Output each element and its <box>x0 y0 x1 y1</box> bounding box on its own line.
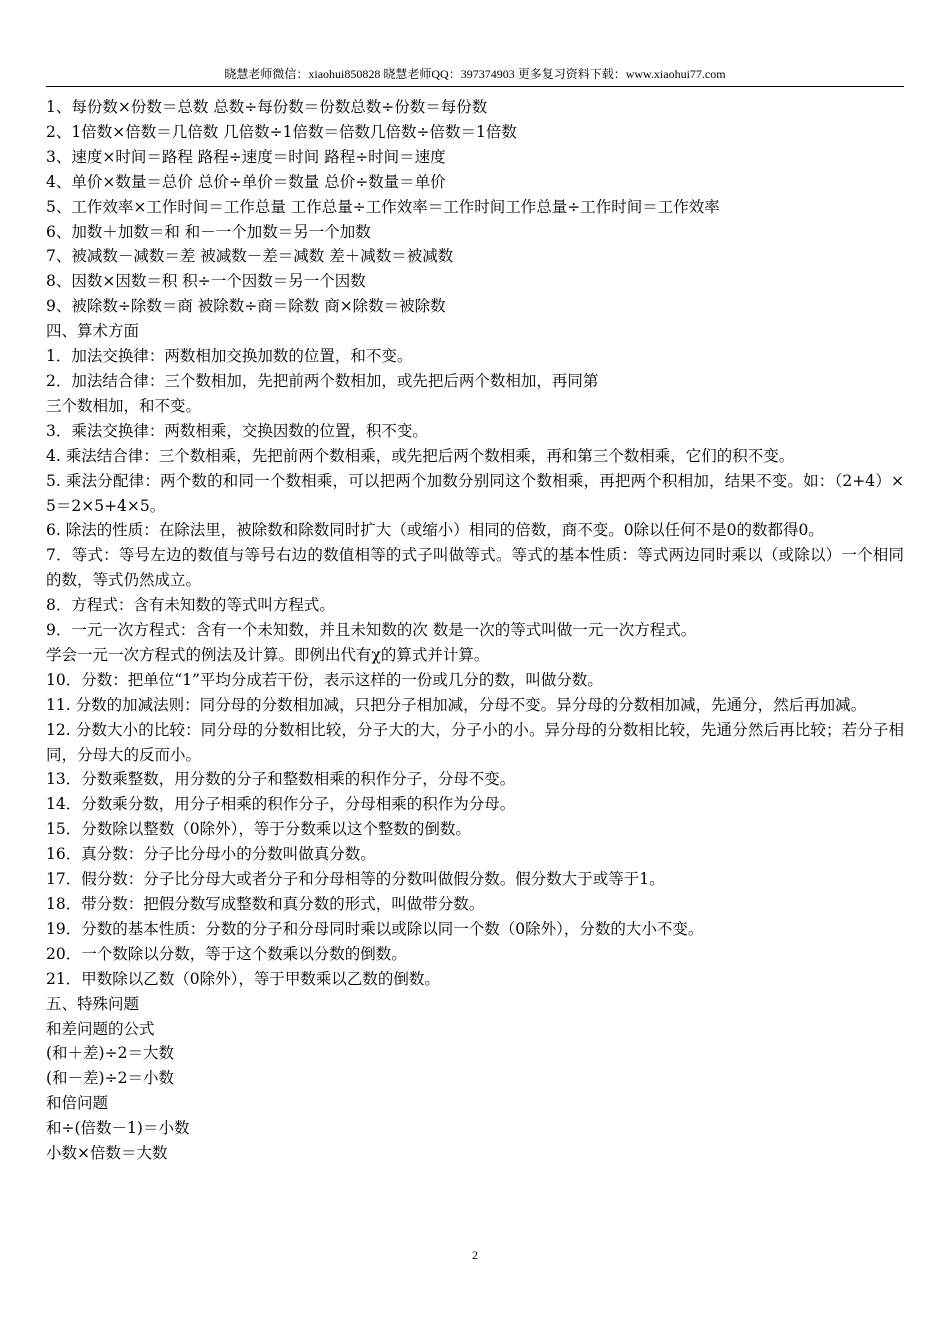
rule-item: 5. 乘法分配律：两个数的和同一个数相乘，可以把两个加数分别同这个数相乘，再把两个积相加，结果不变。如：（2+4）×5＝2×5+4×5。 <box>46 471 904 515</box>
rule-item: 10．分数：把单位“1”平均分成若干份，表示这样的一份或几分的数，叫做分数。 <box>46 670 603 689</box>
formula-line: 和÷(倍数－1)＝小数 <box>46 1119 190 1138</box>
rule-item: 14．分数乘分数，用分子相乘的积作分子，分母相乘的积作为分母。 <box>46 795 516 814</box>
page-number: 2 <box>472 1248 478 1262</box>
formula-line: (和－差)÷2＝小数 <box>46 1069 174 1088</box>
rule-item: 16．真分数：分子比分母小的分数叫做真分数。 <box>46 845 376 864</box>
rule-item: 18．带分数：把假分数写成整数和真分数的形式，叫做带分数。 <box>46 895 485 913</box>
rule-item: 11. 分数的加减法则：同分母的分数相加减，只把分子相加减，分母不变。异分母的分数相加减，先通分，然后再加减。 <box>46 695 867 714</box>
rule-item: 13．分数乘整数，用分数的分子和整数相乘的积作分子，分母不变。 <box>46 770 516 789</box>
page-header: 晓慧老师微信：xiaohui850828 晓慧老师QQ：397374903 更多复习资料下载：www.xiaohui77.com <box>224 67 726 81</box>
rule-item: 20．一个数除以分数，等于这个数乘以分数的倒数。 <box>46 944 407 963</box>
rule-item: 17．假分数：分子比分母大或者分子和分母相等的分数叫做假分数。假分数大于或等于1。 <box>46 870 665 889</box>
formula-line: 3、速度×时间＝路程 路程÷速度＝时间 路程÷时间＝速度 <box>46 147 446 166</box>
rule-item: 2．加法结合律：三个数相加，先把前两个数相加，或先把后两个数相加，再同第 <box>46 371 599 390</box>
header-divider <box>46 86 904 87</box>
formula-line: 4、单价×数量＝总价 总价÷单价＝数量 总价÷数量＝单价 <box>46 172 446 191</box>
rule-item: 1．加法交换律：两数相加交换加数的位置，和不变。 <box>46 347 413 366</box>
formula-line: 5、工作效率×工作时间＝工作总量 工作总量÷工作效率＝工作时间工作总量÷工作时间＝工作效率 <box>46 197 720 216</box>
section-heading-arithmetic: 四、算术方面 <box>46 322 140 341</box>
formula-line: 8、因数×因数＝积 积÷一个因数＝另一个因数 <box>46 272 366 291</box>
rule-item: 19．分数的基本性质：分数的分子和分母同时乘以或除以同一个数（0除外），分数的大小不变。 <box>46 919 704 938</box>
formula-line: 7、被减数－减数＝差 被减数－差＝减数 差＋减数＝被减数 <box>46 247 454 266</box>
rule-item: 学会一元一次方程式的例法及计算。即例出代有χ的算式并计算。 <box>46 645 490 664</box>
rule-item: 3．乘法交换律：两数相乘，交换因数的位置，积不变。 <box>46 421 428 440</box>
rule-item: 15．分数除以整数（0除外），等于分数乘以这个整数的倒数。 <box>46 820 471 839</box>
formula-line: (和＋差)÷2＝大数 <box>46 1044 174 1063</box>
formula-line: 6、加数＋加数＝和 和－一个加数＝另一个加数 <box>46 222 371 241</box>
subheading-sum-multiple: 和倍问题 <box>46 1094 109 1113</box>
rule-item: 12. 分数大小的比较：同分母的分数相比较，分子大的大，分子小的小。异分母的分数相比较，先通分然后再比较；若分子相同，分母大的反而小。 <box>46 720 904 764</box>
rule-item: 7．等式：等号左边的数值与等号右边的数值相等的式子叫做等式。等式的基本性质：等式两边同时乘以（或除以）一个相同的数，等式仍然成立。 <box>46 546 904 590</box>
rule-item: 8．方程式：含有未知数的等式叫方程式。 <box>46 596 335 615</box>
page-body <box>46 95 904 1166</box>
rule-item: 21．甲数除以乙数（0除外），等于甲数乘以乙数的倒数。 <box>46 969 440 988</box>
rule-item: 三个数相加，和不变。 <box>46 396 202 415</box>
formula-line: 9、被除数÷除数＝商 被除数÷商＝除数 商×除数＝被除数 <box>46 297 446 316</box>
rule-item: 9．一元一次方程式：含有一个未知数，并且未知数的次 数是一次的等式叫做一元一次方程式。 <box>46 621 697 640</box>
rule-item: 4. 乘法结合律：三个数相乘，先把前两个数相乘，或先把后两个数相乘，再和第三个数相乘，它们的积不变。 <box>46 446 795 465</box>
rule-item: 6. 除法的性质：在除法里，被除数和除数同时扩大（或缩小）相同的倍数，商不变。0除以任何不是0的数都得0。 <box>46 521 824 540</box>
subheading-sum-difference: 和差问题的公式 <box>46 1019 155 1038</box>
formula-line: 小数×倍数＝大数 <box>46 1144 168 1163</box>
formula-line: 2、1倍数×倍数＝几倍数 几倍数÷1倍数＝倍数几倍数÷倍数＝1倍数 <box>46 122 517 141</box>
formula-line: 1、每份数×份数＝总数 总数÷每份数＝份数总数÷份数＝每份数 <box>46 98 488 116</box>
section-heading-special: 五、特殊问题 <box>46 994 140 1013</box>
